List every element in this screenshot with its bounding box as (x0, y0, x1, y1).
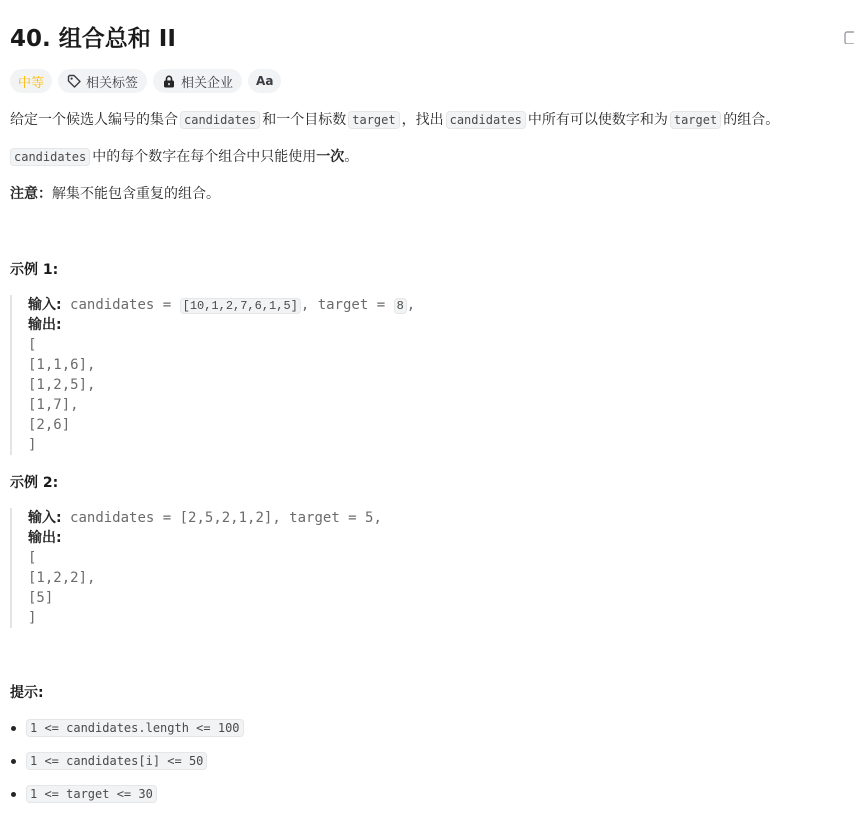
difficulty-badge[interactable]: 中等 (10, 69, 52, 93)
code-candidates: candidates (446, 111, 526, 129)
related-tags-label: 相关标签 (86, 75, 139, 91)
related-companies-button[interactable] (153, 69, 242, 93)
example-1-output-label: 输出: (28, 317, 62, 333)
lock-icon (162, 74, 176, 88)
edit-icon[interactable] (844, 30, 854, 44)
note-text: 解集不能包含重复的组合。 (52, 186, 220, 202)
output-line: [1,7], (28, 397, 79, 413)
code-candidates: candidates (180, 111, 260, 129)
list-item: 1 <= candidates[i] <= 50 (10, 749, 246, 782)
list-item: 1 <= candidates.length <= 100 (10, 716, 246, 749)
output-line: [5] (28, 590, 54, 606)
description-paragraph-2: candidates 中的每个数字在每个组合中只能使用一次。 (10, 146, 358, 168)
tag-bar (10, 69, 281, 93)
output-line: [1,1,6], (28, 357, 96, 373)
example-2-output-label: 输出: (28, 530, 62, 546)
code-target: target (670, 111, 721, 129)
example-1-block (10, 295, 415, 455)
note-label: 注意： (10, 186, 52, 202)
related-companies-label: 相关企业 (181, 75, 234, 91)
output-line: [2,6] (28, 417, 71, 433)
example-1-input: 输入: candidates = [10,1,2,7,6,1,5] , target = 8 , (28, 297, 416, 313)
example-2-heading: 示例 2: (10, 475, 59, 491)
description-note (10, 183, 220, 205)
list-item: 1 <= target <= 30 (10, 782, 246, 815)
output-line: [1,2,2], (28, 570, 96, 586)
output-line: ] (28, 437, 37, 453)
output-line: [ (28, 337, 37, 353)
hints-heading: 提示: (10, 685, 44, 701)
related-tags-button[interactable] (58, 69, 147, 93)
hints-list (10, 716, 246, 815)
example-2-input: 输入: candidates = [2,5,2,1,2], target = 5, (28, 510, 382, 526)
output-line: [1,2,5], (28, 377, 96, 393)
code-candidates: candidates (10, 148, 90, 166)
output-line: ] (28, 610, 37, 626)
output-line: [ (28, 550, 37, 566)
problem-title: 40. 组合总和 II (10, 26, 176, 52)
translate-button[interactable]: Aa (248, 69, 281, 93)
example-1-heading: 示例 1: (10, 262, 59, 278)
code-target: target (348, 111, 399, 129)
description-paragraph-1: 给定一个候选人编号的集合 candidates 和一个目标数 target ，找出 candidates 中所有可以使数字和为 target 的组合。 (10, 112, 780, 128)
tag-icon (67, 74, 81, 88)
example-2-block (10, 508, 382, 628)
